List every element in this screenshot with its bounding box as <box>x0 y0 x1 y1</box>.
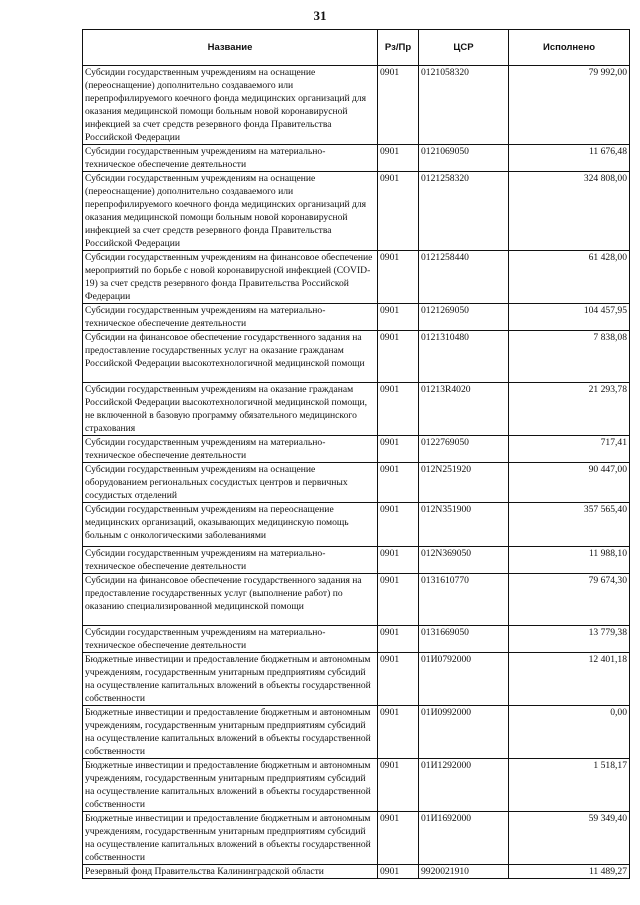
row-name-cell: Субсидии на финансовое обеспечение государственного задания на предоставление государственных услуг на оказание гражданам Российской Федерации высокотехнологичной медицинской помощи <box>83 331 378 383</box>
row-csr-cell: 9920021910 <box>419 865 509 879</box>
row-csr-cell: 01И1292000 <box>419 759 509 812</box>
row-csr-cell: 01И0992000 <box>419 706 509 759</box>
row-name-cell: Субсидии государственным учреждениям на материально-техническое обеспечение деятельности <box>83 304 378 331</box>
row-rzpr-cell: 0901 <box>378 383 419 436</box>
row-name-cell: Бюджетные инвестиции и предоставление бюджетным и автономным учреждениям, государственным унитарным предприятиям субсидий на осуществление капитальных вложений в объекты государственной собственности <box>83 706 378 759</box>
row-rzpr-cell: 0901 <box>378 463 419 503</box>
row-amount-cell: 13 779,38 <box>509 626 630 653</box>
row-rzpr-cell: 0901 <box>378 706 419 759</box>
table-row <box>83 812 630 865</box>
table-row <box>83 172 630 251</box>
table-row <box>83 436 630 463</box>
row-name-cell: Субсидии государственным учреждениям на финансовое обеспечение мероприятий по борьбе с новой коронавирусной инфекцией (COVID-19) за счет средств резервного фонда Правительства Российской Федерации <box>83 251 378 304</box>
row-name-cell: Субсидии государственным учреждениям на оказание гражданам Российской Федерации высокотехнологичной медицинской помощи, не включенной в базовую программу обязательного медицинского страхования <box>83 383 378 436</box>
row-amount-cell: 61 428,00 <box>509 251 630 304</box>
row-amount-cell: 11 489,27 <box>509 865 630 879</box>
row-amount-cell: 11 988,10 <box>509 547 630 574</box>
row-csr-cell: 0122769050 <box>419 436 509 463</box>
row-rzpr-cell: 0901 <box>378 759 419 812</box>
row-name-cell: Субсидии государственным учреждениям на материально-техническое обеспечение деятельности <box>83 547 378 574</box>
table-row <box>83 463 630 503</box>
row-csr-cell: 012N251920 <box>419 463 509 503</box>
row-amount-cell: 11 676,48 <box>509 145 630 172</box>
row-amount-cell: 59 349,40 <box>509 812 630 865</box>
table-row <box>83 574 630 626</box>
page-number: 31 <box>313 8 327 23</box>
table-row <box>83 547 630 574</box>
column-header-rzpr: Рз/Пр <box>378 30 419 66</box>
row-rzpr-cell: 0901 <box>378 574 419 626</box>
row-rzpr-cell: 0901 <box>378 251 419 304</box>
table-row <box>83 759 630 812</box>
row-rzpr-cell: 0901 <box>378 145 419 172</box>
row-rzpr-cell: 0901 <box>378 331 419 383</box>
row-csr-cell: 01И1692000 <box>419 812 509 865</box>
row-csr-cell: 012N369050 <box>419 547 509 574</box>
row-name-cell: Резервный фонд Правительства Калининградской области <box>83 865 378 879</box>
table-row <box>83 626 630 653</box>
row-amount-cell: 21 293,78 <box>509 383 630 436</box>
row-rzpr-cell: 0901 <box>378 865 419 879</box>
row-rzpr-cell: 0901 <box>378 626 419 653</box>
row-csr-cell: 0131610770 <box>419 574 509 626</box>
row-name-cell: Субсидии государственным учреждениям на переоснащение медицинских организаций, оказывающих медицинскую помощь больным с онкологическими заболеваниями <box>83 503 378 547</box>
row-amount-cell: 104 457,95 <box>509 304 630 331</box>
row-rzpr-cell: 0901 <box>378 436 419 463</box>
row-rzpr-cell: 0901 <box>378 304 419 331</box>
row-rzpr-cell: 0901 <box>378 503 419 547</box>
table-row <box>83 331 630 383</box>
row-name-cell: Субсидии государственным учреждениям на материально-техническое обеспечение деятельности <box>83 626 378 653</box>
row-name-cell: Бюджетные инвестиции и предоставление бюджетным и автономным учреждениям, государственным унитарным предприятиям субсидий на осуществление капитальных вложений в объекты государственной собственности <box>83 653 378 706</box>
row-amount-cell: 0,00 <box>509 706 630 759</box>
table-row <box>83 304 630 331</box>
row-rzpr-cell: 0901 <box>378 547 419 574</box>
row-name-cell: Субсидии государственным учреждениям на оснащение (переоснащение) дополнительно создаваемого или перепрофилируемого коечного фонда медицинских организаций для оказания медицинской помощи больным новой коронавирусной инфекцией за счет средств резервного фонда Правительства Российской Федерации <box>83 66 378 145</box>
row-csr-cell: 01213R4020 <box>419 383 509 436</box>
row-name-cell: Субсидии на финансовое обеспечение государственного задания на предоставление государственных услуг (выполнение работ) по оказанию специализированной медицинской помощи <box>83 574 378 626</box>
table-row <box>83 865 630 879</box>
row-amount-cell: 1 518,17 <box>509 759 630 812</box>
row-csr-cell: 0121258440 <box>419 251 509 304</box>
row-amount-cell: 357 565,40 <box>509 503 630 547</box>
row-rzpr-cell: 0901 <box>378 812 419 865</box>
table-row <box>83 251 630 304</box>
row-amount-cell: 7 838,08 <box>509 331 630 383</box>
row-csr-cell: 0121069050 <box>419 145 509 172</box>
row-name-cell: Субсидии государственным учреждениям на материально-техническое обеспечение деятельности <box>83 436 378 463</box>
table-row <box>83 145 630 172</box>
table-row <box>83 503 630 547</box>
row-amount-cell: 324 808,00 <box>509 172 630 251</box>
row-csr-cell: 012N351900 <box>419 503 509 547</box>
row-csr-cell: 0131669050 <box>419 626 509 653</box>
column-header-amount: Исполнено <box>509 30 630 66</box>
row-amount-cell: 79 674,30 <box>509 574 630 626</box>
row-csr-cell: 0121269050 <box>419 304 509 331</box>
table-header-row <box>83 30 630 66</box>
row-csr-cell: 0121310480 <box>419 331 509 383</box>
row-amount-cell: 79 992,00 <box>509 66 630 145</box>
table-row <box>83 66 630 145</box>
row-rzpr-cell: 0901 <box>378 66 419 145</box>
row-amount-cell: 12 401,18 <box>509 653 630 706</box>
row-rzpr-cell: 0901 <box>378 653 419 706</box>
column-header-name: Название <box>83 30 378 66</box>
row-rzpr-cell: 0901 <box>378 172 419 251</box>
row-amount-cell: 717,41 <box>509 436 630 463</box>
row-name-cell: Субсидии государственным учреждениям на материально-техническое обеспечение деятельности <box>83 145 378 172</box>
row-csr-cell: 0121258320 <box>419 172 509 251</box>
row-name-cell: Бюджетные инвестиции и предоставление бюджетным и автономным учреждениям, государственным унитарным предприятиям субсидий на осуществление капитальных вложений в объекты государственной собственности <box>83 759 378 812</box>
row-name-cell: Субсидии государственным учреждениям на оснащение (переоснащение) дополнительно создаваемого или перепрофилируемого коечного фонда медицинских организаций для оказания медицинской помощи больным новой коронавирусной инфекцией за счет средств резервного фонда Правительства Российской Федерации <box>83 172 378 251</box>
column-header-csr: ЦСР <box>419 30 509 66</box>
row-csr-cell: 01И0792000 <box>419 653 509 706</box>
table-row <box>83 653 630 706</box>
row-amount-cell: 90 447,00 <box>509 463 630 503</box>
row-name-cell: Бюджетные инвестиции и предоставление бюджетным и автономным учреждениям, государственным унитарным предприятиям субсидий на осуществление капитальных вложений в объекты государственной собственности <box>83 812 378 865</box>
table-row <box>83 383 630 436</box>
table-row <box>83 706 630 759</box>
row-name-cell: Субсидии государственным учреждениям на оснащение оборудованием региональных сосудистых центров и первичных сосудистых отделений <box>83 463 378 503</box>
row-csr-cell: 0121058320 <box>419 66 509 145</box>
budget-execution-table <box>82 29 630 879</box>
